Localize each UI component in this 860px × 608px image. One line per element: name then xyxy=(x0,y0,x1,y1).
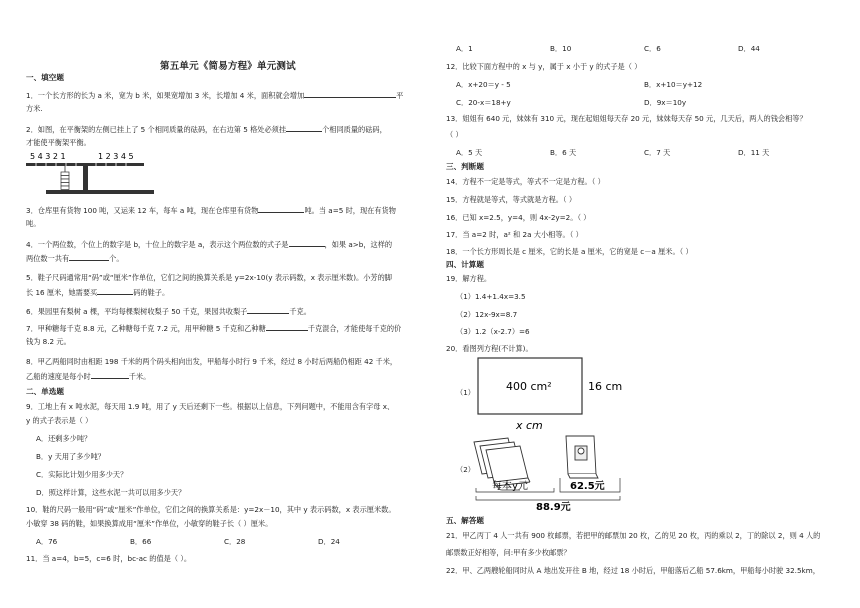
book-stack-icon xyxy=(474,438,530,486)
balance-right-numbers: 1 2 3 4 5 xyxy=(98,152,134,161)
answer-blank[interactable] xyxy=(69,252,109,261)
option-a[interactable]: A．x+20＝y - 5 xyxy=(456,80,511,89)
rectangle-side-label: 16 cm xyxy=(588,380,623,393)
answer-blank[interactable] xyxy=(289,238,325,247)
question-7-cont: 钱为 8.2 元。 xyxy=(26,337,71,346)
option-a[interactable]: A．还剩多少吨？ xyxy=(36,434,92,443)
question-12-options-row2 xyxy=(456,97,686,108)
question-19: 19．解方程。 xyxy=(446,274,492,283)
question-6: 6．果园里有梨树 a 棵，平均每棵梨树收梨子 50 千克，果园共收梨子 千克。 xyxy=(26,307,311,316)
question-13-cont: （ ） xyxy=(446,130,463,139)
question-1: 1．一个长方形的长为 a 米，宽为 b 米，如果宽增加 3 米，长增加 4 米，面积就会增加 平 xyxy=(26,91,404,100)
option-c[interactable]: C．7 天 xyxy=(644,148,671,157)
question-5: 5．鞋子尺码通常用“码”或“厘米”作单位，它们之间的换算关系是 y=2x-10(y 表示码数，x 表示厘米数)。小芳的脚 xyxy=(26,273,392,282)
option-b[interactable]: B．10 xyxy=(550,44,572,53)
question-16: 16．已知 x=2.5，y=4，则 4x-2y=2。（ ） xyxy=(446,213,591,222)
option-d[interactable]: D．9x＝10y xyxy=(644,98,687,107)
question-12: 12．比较下面方程中的 x 与 y，属于 x 小于 y 的式子是（ ） xyxy=(446,62,642,71)
question-5-cont: 长 16 厘米，她需要买 码的鞋子。 xyxy=(26,288,170,297)
question-13-options xyxy=(456,147,769,158)
section-heading: 五、解答题 xyxy=(446,516,484,525)
weights-stack xyxy=(61,172,69,190)
option-c[interactable]: C．实际比计划少用多少天？ xyxy=(36,470,128,479)
question-15: 15．方程就是等式，等式就是方程。（ ） xyxy=(446,195,577,204)
single-book-icon xyxy=(566,436,598,478)
option-d[interactable]: D．24 xyxy=(318,537,340,546)
balance-left-numbers: 5 4 3 2 1 xyxy=(30,152,66,161)
option-c[interactable]: C．20-x＝18+y xyxy=(456,98,511,107)
single-book-price-label: 62.5元 xyxy=(570,481,605,492)
equation-1: （1）1.4+1.4x=3.5 xyxy=(456,292,526,301)
answer-blank[interactable] xyxy=(97,286,133,295)
rectangle-figure xyxy=(470,354,640,434)
question-13: 13．姐姐有 640 元，妹妹有 310 元，现在起姐姐每天存 20 元，妹妹每天存 50 元，几天后，两人的钱会相等？ xyxy=(446,114,807,123)
page-title: 第五单元《简易方程》单元测试 xyxy=(160,61,296,72)
answer-blank[interactable] xyxy=(258,204,304,213)
figure-2-label: （2） xyxy=(456,465,475,474)
total-bracket xyxy=(476,496,620,500)
figure-1-label: （1） xyxy=(456,388,475,397)
question-3: 3．仓库里有货物 100 吨，又运来 12 车，每车 a 吨，现在仓库里有货物 吨。当 a=5 时，现在有货物 xyxy=(26,206,396,215)
balance-figure xyxy=(26,150,156,196)
question-18: 18．一个长方形周长是 c 厘米，它的长是 a 厘米，它的宽是 c－a 厘米。（ ） xyxy=(446,247,693,256)
question-21-cont: 邮票数正好相等，问:甲有多少枚邮票？ xyxy=(446,548,571,557)
question-22: 22．甲、乙两艘轮船同时从 A 地出发开往 B 地，经过 18 小时后，甲船落后乙船 57.6km，甲船每小时驶 32.5km， xyxy=(446,566,820,575)
question-8-cont: 乙船的速度是每小时 千米。 xyxy=(26,372,151,381)
answer-blank[interactable] xyxy=(91,370,129,379)
option-a[interactable]: A．1 xyxy=(456,44,473,53)
question-2: 2．如图，在平衡架的左侧已挂上了 5 个相同质量的砝码，在右边第 5 格处必须挂 个相同质量的砝码， xyxy=(26,125,387,134)
option-d[interactable]: D．照这样计算，这些水泥一共可以用多少天？ xyxy=(36,488,186,497)
option-a[interactable]: A．5 天 xyxy=(456,148,483,157)
books-figure xyxy=(470,426,630,512)
question-7: 7．甲种糖每千克 8.8 元，乙种糖每千克 7.2 元，用甲种糖 5 千克和乙种糖 千克混合，才能使每千克的价 xyxy=(26,324,402,333)
option-b[interactable]: B．y 天用了多少吨？ xyxy=(36,452,105,461)
per-book-price-label: 每本y元 xyxy=(492,481,528,492)
section-heading: 三、判断题 xyxy=(446,162,484,171)
option-a[interactable]: A．76 xyxy=(36,537,58,546)
question-10: 10．鞋的尺码一般用“码”或“厘米”作单位，它们之间的换算关系是：y=2x－10，其中 y 表示码数，x 表示厘米数。 xyxy=(26,505,396,514)
total-price-label: 88.9元 xyxy=(536,502,571,512)
rectangle-area-label: 400 cm² xyxy=(506,380,552,393)
option-b[interactable]: B．x+10＝y+12 xyxy=(644,80,703,89)
question-21: 21．甲乙丙丁 4 人一共有 900 枚邮票，若把甲的邮票加 20 枚，乙的见 20 枚，丙的乘以 2，丁的除以 2，则 4 人的 xyxy=(446,531,821,540)
equation-2: （2）12x-9x=8.7 xyxy=(456,310,518,319)
balance-base xyxy=(46,190,154,194)
question-17: 17．当 a=2 时，a² 和 2a 大小相等。（ ） xyxy=(446,230,583,239)
question-9: 9．工地上有 x 吨水泥，每天用 1.9 吨，用了 y 天后还剩下一些。根据以上信息，下列问题中，不能用含有字母 x、 xyxy=(26,402,395,411)
answer-blank[interactable] xyxy=(286,123,322,132)
option-b[interactable]: B．6 天 xyxy=(550,148,577,157)
question-8: 8．甲乙两船同时由相距 198 千米的两个码头相向出发，甲船每小时行 9 千米，经过 8 小时后两船仍相距 42 千米， xyxy=(26,357,398,366)
option-c[interactable]: C．28 xyxy=(224,537,246,546)
answer-blank[interactable] xyxy=(247,305,289,314)
question-10-options xyxy=(36,536,340,547)
question-1-cont: 方米. xyxy=(26,104,43,113)
question-20: 20．看图列方程(不计算)。 xyxy=(446,344,533,353)
section-heading: 二、单选题 xyxy=(26,387,64,396)
question-11-options xyxy=(456,43,760,54)
question-14: 14．方程不一定是等式，等式不一定是方程。（ ） xyxy=(446,177,605,186)
question-12-options-row1 xyxy=(456,79,702,90)
question-2-cont: 才能使平衡架平衡。 xyxy=(26,138,91,147)
question-10-cont: 小敏穿 38 码的鞋，如果换算成用“厘米”作单位，小敏穿的鞋子长（ ）厘米。 xyxy=(26,519,273,528)
option-b[interactable]: B．66 xyxy=(130,537,152,546)
question-4-cont: 两位数一共有 个。 xyxy=(26,254,124,263)
question-11: 11．当 a=4，b=5，c=6 时，bc-ac 的值是（ ）。 xyxy=(26,554,192,563)
rectangle-bottom-label: x cm xyxy=(516,419,543,432)
option-c[interactable]: C．6 xyxy=(644,44,661,53)
option-d[interactable]: D．11 天 xyxy=(738,148,770,157)
equation-3: （3）1.2（x-2.7）=6 xyxy=(456,327,530,336)
section-heading: 四、计算题 xyxy=(446,260,484,269)
option-d[interactable]: D．44 xyxy=(738,44,760,53)
answer-blank[interactable] xyxy=(266,322,308,331)
answer-blank[interactable] xyxy=(304,89,396,98)
section-heading: 一、填空题 xyxy=(26,73,64,82)
question-3-cont: 吨。 xyxy=(26,219,41,228)
question-9-cont: y 的式子表示是（ ） xyxy=(26,416,93,425)
question-4: 4．一个两位数，个位上的数字是 b，十位上的数字是 a，表示这个两位数的式子是 ，如果 a>b，这样的 xyxy=(26,240,393,249)
balance-post xyxy=(83,166,88,192)
